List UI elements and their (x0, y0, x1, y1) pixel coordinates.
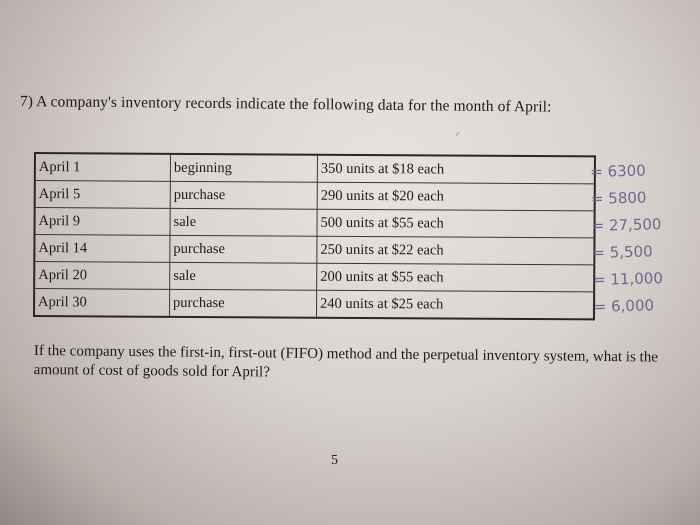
detail-cell: 500 units at $55 each (317, 209, 595, 238)
date-cell: April 5 (35, 181, 171, 209)
table-row (35, 153, 595, 184)
table-row (35, 181, 595, 211)
detail-cell: 290 units at $20 each (317, 182, 595, 211)
detail-cell: 350 units at $18 each (317, 155, 595, 184)
date-cell: April 30 (34, 289, 170, 317)
date-cell: April 14 (34, 235, 170, 263)
pen-mark: ⸝ (455, 127, 460, 138)
table-row (34, 208, 594, 238)
detail-cell: 200 units at $55 each (317, 263, 595, 292)
type-cell: beginning (170, 154, 317, 182)
type-cell: purchase (170, 181, 317, 209)
handwritten-note: = 5800 (590, 188, 647, 208)
detail-cell: 240 units at $25 each (316, 290, 594, 319)
type-cell: purchase (169, 289, 316, 317)
handwritten-note: = 27,500 (591, 215, 662, 235)
type-cell: sale (170, 208, 317, 236)
date-cell: April 9 (34, 208, 170, 236)
handwritten-notes (590, 157, 664, 321)
detail-cell: 250 units at $22 each (317, 236, 595, 265)
followup-question: If the company uses the first-in, first-out (FIFO) method and the perpetual inventory system, what is the amount of cost of goods sold for April? (33, 342, 658, 381)
handwritten-note: = 5,500 (592, 242, 653, 262)
handwritten-note: = 6300 (589, 161, 646, 181)
page-number: 5 (331, 453, 338, 468)
table-row (34, 262, 594, 292)
table-row (34, 235, 594, 265)
date-cell: April 1 (35, 153, 171, 181)
type-cell: purchase (170, 235, 317, 263)
inventory-table (33, 152, 596, 320)
handwritten-note: = 11,000 (592, 269, 664, 289)
table-row (34, 289, 594, 320)
date-cell: April 20 (34, 262, 170, 290)
question-text: 7) A company's inventory records indicate the following data for the month of April: (19, 93, 552, 116)
handwritten-note: = 6,000 (593, 296, 655, 316)
type-cell: sale (170, 262, 317, 290)
